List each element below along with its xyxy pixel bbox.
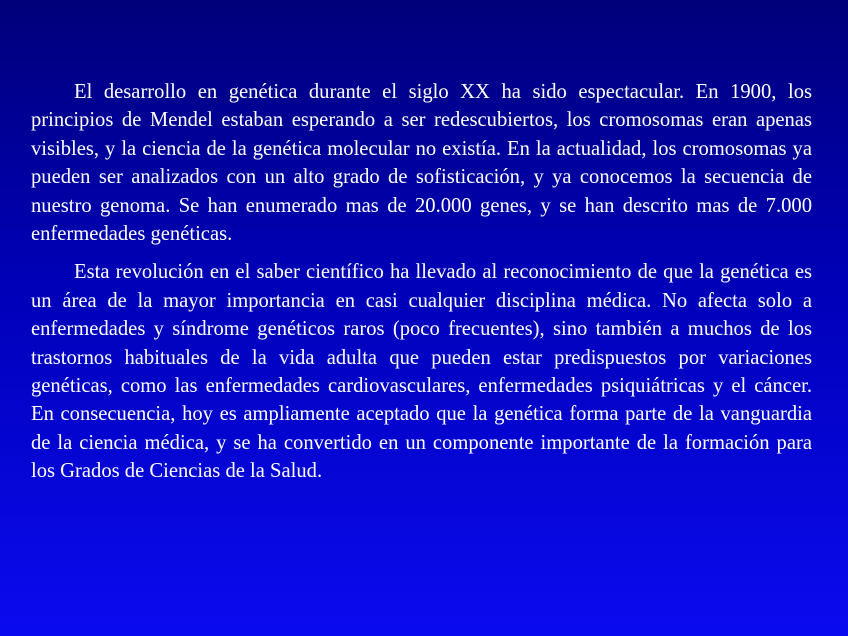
paragraph-genetics-history: El desarrollo en genética durante el siglo XX ha sido espectacular. En 1900, los principios de Mendel estaban esperando a ser redescubiertos, los cromosomas eran apenas visibles, y la ciencia de la genética molecular no existía. En la actualidad, los cromosomas ya pueden ser analizados con un alto grado de sofisticación, y ya conocemos la secuencia de nuestro genoma. Se han enumerado mas de 20.000 genes, y se han descrito mas de 7.000 enfermedades genéticas.: [31, 81, 812, 246]
paragraph-genetics-importance: Esta revolución en el saber científico ha llevado al reconocimiento de que la genética es un área de la mayor importancia en casi cualquier disciplina médica. No afecta solo a enfermedades y síndrome genéticos raros (poco frecuentes), sino también a muchos de los trastornos habituales de la vida adulta que pueden estar predispuestos por variaciones genéticas, como las enfermedades cardiovasculares, enfermedades psiquiátricas y el cáncer. En consecuencia, hoy es ampliamente aceptado que la genética forma parte de la vanguardia de la ciencia médica, y se ha convertido en un componente importante de la formación para los Grados de Ciencias de la Salud.: [31, 261, 812, 483]
slide-text-body: [31, 78, 812, 486]
